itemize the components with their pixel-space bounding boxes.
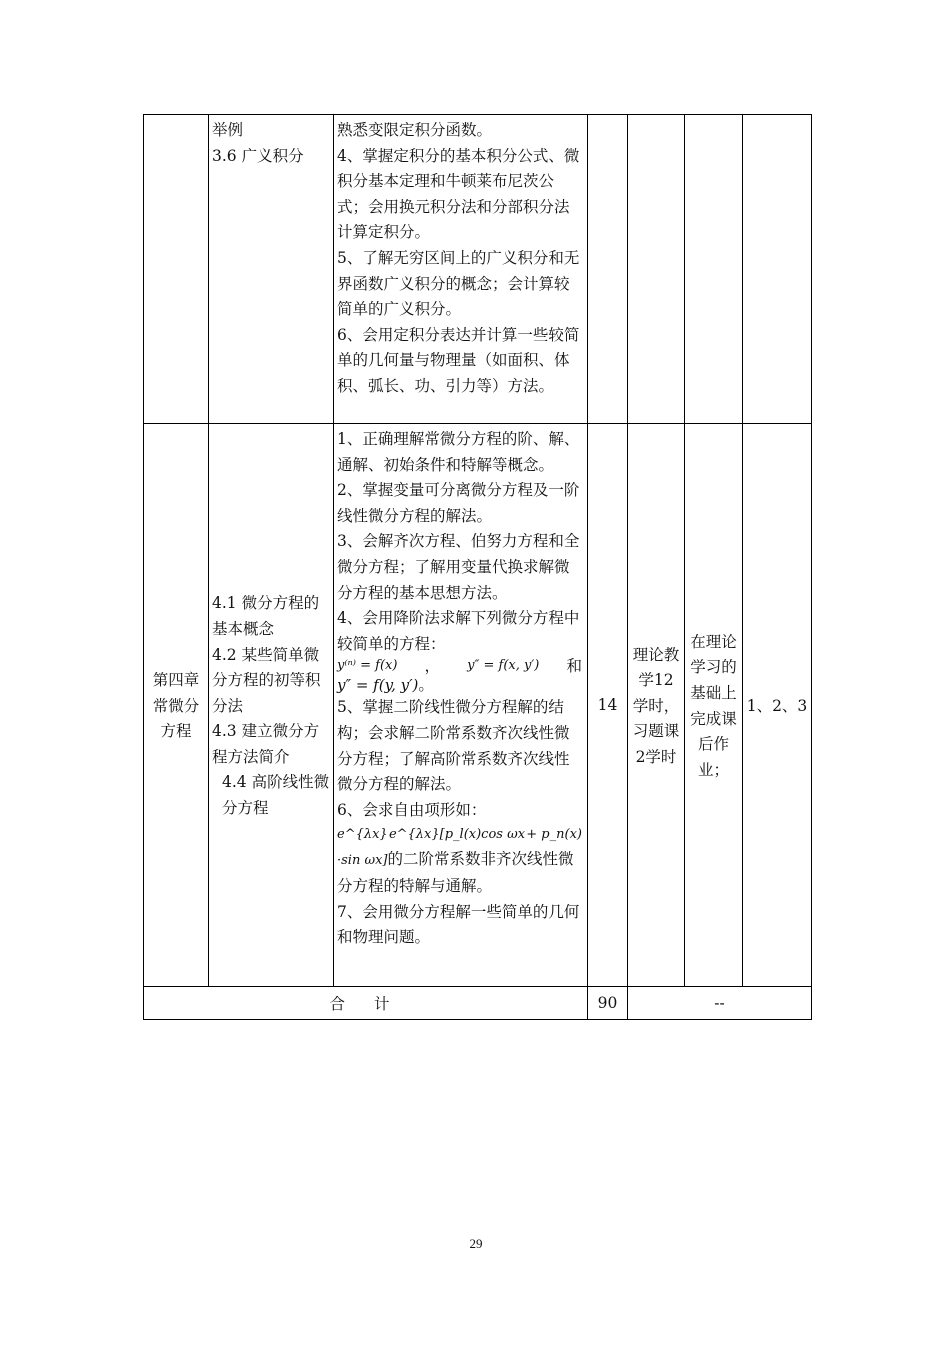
objective-item: 1、正确理解常微分方程的阶、解、通解、初始条件和特解等概念。 — [337, 430, 580, 474]
table-row — [144, 424, 812, 987]
separator: ， — [424, 657, 441, 676]
method-text: 理论教学12学时，习题课2学时 — [632, 645, 680, 766]
total-row — [144, 987, 812, 1020]
formula: ·sin ωx] — [337, 853, 388, 869]
formula-line — [337, 657, 584, 675]
hours-value: 14 — [597, 696, 618, 714]
objective-item: 5、了解无穷区间上的广义积分和无界函数广义积分的概念；会计算较简单的广义积分。 — [337, 248, 580, 319]
chapter-cell — [144, 115, 209, 424]
page-number: 29 — [469, 1236, 483, 1251]
objective-item: 4、会用降阶法求解下列微分方程中较简单的方程： — [337, 609, 580, 653]
goals-cell — [743, 115, 812, 424]
topic-item: 4.1 微分方程的基本概念 — [212, 594, 320, 638]
objective-item: 3、会解齐次方程、伯努力方程和全微分方程；了解用变量代换求解微分方程的基本思想方法。 — [337, 532, 580, 602]
total-label-cell — [144, 987, 588, 1020]
topic-item: 3.6 广义积分 — [212, 146, 304, 165]
total-label: 合 计 — [329, 995, 402, 1013]
formula: e^{λx} — [337, 827, 388, 843]
total-hours-cell — [588, 987, 628, 1020]
objectives-cell — [334, 424, 588, 987]
total-hours: 90 — [597, 994, 618, 1012]
objective-item: 5、掌握二阶线性微分方程解的结构；会求解二阶常系数齐次线性微分方程；了解高阶常系数齐次线性微分方程的解法。 — [337, 698, 570, 794]
objectives-cell — [334, 115, 588, 424]
method-cell — [628, 115, 685, 424]
homework-cell — [685, 115, 743, 424]
hours-cell — [588, 424, 628, 987]
objective-item: 7、会用微分方程解一些简单的几何和物理问题。 — [337, 902, 580, 947]
topic-item: 4.3 建立微分方程方法简介 — [212, 722, 320, 766]
conjunction: 和 — [566, 657, 582, 676]
formula: e^{λx}[p_l(x)cos ωx — [388, 827, 526, 843]
table-row — [144, 115, 812, 424]
formula: y″ = f(x, y′) — [467, 658, 540, 674]
objective-item: 2、掌握变量可分离微分方程及一阶线性微分方程的解法。 — [337, 481, 580, 525]
goals-cell — [743, 424, 812, 987]
method-cell — [628, 424, 685, 987]
syllabus-table — [143, 114, 812, 1020]
hours-cell — [588, 115, 628, 424]
formula-line — [337, 823, 584, 847]
formula: + p_n(x) — [526, 827, 582, 843]
punctuation: 。 — [418, 676, 434, 695]
total-rest: -- — [714, 994, 725, 1012]
objective-item: 6、会求自由项形如： — [337, 800, 487, 819]
objective-item: 4、掌握定积分的基本积分公式、微积分基本定理和牛顿莱布尼茨公式；会用换元积分法和分部积分法计算定积分。 — [337, 146, 580, 242]
homework-cell — [685, 424, 743, 987]
formula-line — [337, 675, 584, 695]
topics-cell — [209, 115, 334, 424]
goals-text: 1、2、3 — [746, 697, 808, 715]
topic-item: 举例 — [212, 121, 244, 139]
total-rest-cell — [628, 987, 812, 1020]
objective-text: 的二阶常系数非齐次线性微分方程的特解与通解。 — [337, 850, 574, 895]
chapter-title: 第四章常微分方程 — [152, 671, 200, 741]
chapter-cell — [144, 424, 209, 987]
formula: y″ = f(y, y′) — [337, 676, 419, 695]
objective-item: 熟悉变限定积分函数。 — [337, 121, 493, 139]
topic-item: 4.2 某些简单微分方程的初等积分法 — [212, 645, 321, 715]
objective-item: 6、会用定积分表达并计算一些较简单的几何量与物理量（如面积、体积、弧长、功、引力等）方法。 — [337, 325, 580, 395]
objective-item — [337, 847, 584, 899]
formula: y⁽ⁿ⁾ = f(x) — [337, 658, 398, 674]
topics-cell — [209, 424, 334, 987]
topic-item: 4.4 高阶线性微分方程 — [222, 773, 330, 818]
homework-text: 在理论学习的基础上完成课后作业； — [690, 632, 737, 779]
